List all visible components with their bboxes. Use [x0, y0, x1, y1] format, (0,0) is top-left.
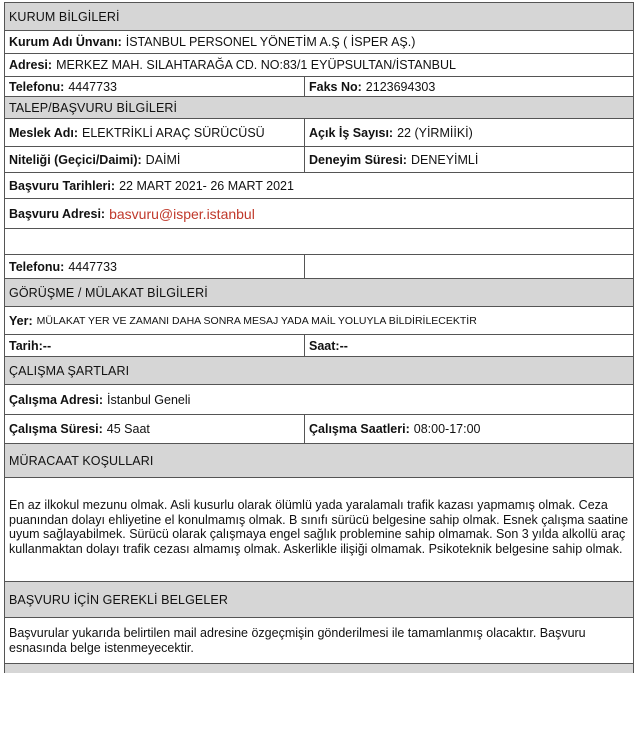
field-label: Telefonu: — [9, 259, 65, 274]
section-header-kurum — [5, 2, 633, 30]
field-value: MERKEZ MAH. SILAHTARAĞA CD. NO:83/1 EYÜPSULTAN/İSTANBUL — [56, 58, 456, 72]
documents-text: Başvurular yukarıda belirtilen mail adresine özgeçmişin gönderilmesi ile tamamlanmış olacaktır. Başvuru esnasında belge istenmeyecektir. — [9, 626, 586, 655]
row-kurum-adres — [5, 53, 633, 76]
field-label: Açık İş Sayısı: — [309, 125, 394, 140]
field-label: Deneyim Süresi: — [309, 152, 407, 167]
field-label: Başvuru Tarihleri: — [9, 178, 116, 193]
field-label: Çalışma Adresi: — [9, 392, 104, 407]
row-muracaat-text — [5, 477, 633, 581]
section-title: GÖRÜŞME / MÜLAKAT BİLGİLERİ — [9, 285, 208, 300]
field-label: Saat:-- — [309, 338, 348, 353]
field-value: 4447733 — [68, 79, 117, 94]
field-label: Yer: — [9, 313, 33, 328]
field-value: İstanbul Geneli — [107, 392, 191, 407]
row-empty — [5, 228, 633, 254]
row-meslek — [5, 118, 633, 146]
bottom-strip — [5, 663, 633, 673]
field-value: İSTANBUL PERSONEL YÖNETİM A.Ş ( İSPER AŞ.) — [125, 35, 416, 49]
section-header-talep — [5, 96, 633, 118]
row-calisma-sure-saat — [5, 414, 633, 443]
field-value: 22 (YİRMİİKİ) — [397, 125, 473, 140]
field-label: Çalışma Saatleri: — [309, 422, 410, 436]
section-title: ÇALIŞMA ŞARTLARI — [9, 363, 130, 378]
section-header-gorusme — [5, 278, 633, 306]
field-label: Meslek Adı: — [9, 125, 79, 140]
section-title: MÜRACAAT KOŞULLARI — [9, 453, 154, 468]
field-label: Adresi: — [9, 58, 53, 72]
field-label: Telefonu: — [9, 79, 65, 94]
section-title: TALEP/BAŞVURU BİLGİLERİ — [9, 100, 178, 115]
row-talep-telefon — [5, 254, 633, 278]
requirements-text: En az ilkokul mezunu olmak. Asli kusurlu olarak ölümlü yada yaralamalı trafik kazası yapmamış olmak. Ceza puanından dolayı ehliyetine el konulmamış olmak. B sınıfı sürücü belgesine sahip olmak. Esnek çalışma saatine uyum sağlayabilmek. Sürücü olarak çalışmaya engel sağlık problemine sahip olmamak. Son 3 yılda alkollü araç kullanmaktan dolayı trafik cezası almamış olmak. Askerlikle ilişiği olmamak. Psikoteknik belgesine sahip olmak. — [9, 498, 629, 556]
field-value: 45 Saat — [106, 422, 150, 436]
field-value: DENEYİMLİ — [410, 152, 479, 167]
section-title: BAŞVURU İÇİN GEREKLİ BELGELER — [9, 592, 228, 607]
row-kurum-telefon-faks — [5, 76, 633, 96]
row-calisma-adres — [5, 384, 633, 414]
row-basvuru-tarih — [5, 172, 633, 198]
field-label: Başvuru Adresi: — [9, 206, 106, 221]
row-gorusme-tarih-saat — [5, 334, 633, 356]
section-title: KURUM BİLGİLERİ — [9, 9, 120, 24]
field-label: Kurum Adı Ünvanı: — [9, 35, 122, 49]
field-value: 2123694303 — [365, 79, 436, 94]
section-header-belgeler — [5, 581, 633, 617]
email-link[interactable]: basvuru@isper.istanbul — [109, 205, 255, 222]
row-belgeler-text — [5, 617, 633, 663]
section-header-calisma — [5, 356, 633, 384]
field-value: 4447733 — [68, 259, 117, 274]
row-nitelik — [5, 146, 633, 172]
field-value: DAİMİ — [145, 152, 181, 167]
field-value: ELEKTRİKLİ ARAÇ SÜRÜCÜSÜ — [82, 125, 265, 140]
field-value: 22 MART 2021- 26 MART 2021 — [119, 178, 294, 193]
section-header-muracaat — [5, 443, 633, 477]
field-label: Niteliği (Geçici/Daimi): — [9, 152, 142, 167]
field-label: Tarih:-- — [9, 338, 52, 353]
field-value: 08:00-17:00 — [413, 422, 481, 436]
application-form — [4, 2, 634, 673]
row-gorusme-yer — [5, 306, 633, 334]
row-kurum-ad — [5, 30, 633, 53]
field-label: Çalışma Süresi: — [9, 422, 103, 436]
field-label: Faks No: — [309, 79, 362, 94]
row-basvuru-adres — [5, 198, 633, 228]
field-value: MÜLAKAT YER VE ZAMANI DAHA SONRA MESAJ YADA MAİL YOLUYLA BİLDİRİLECEKTİR — [36, 314, 477, 327]
